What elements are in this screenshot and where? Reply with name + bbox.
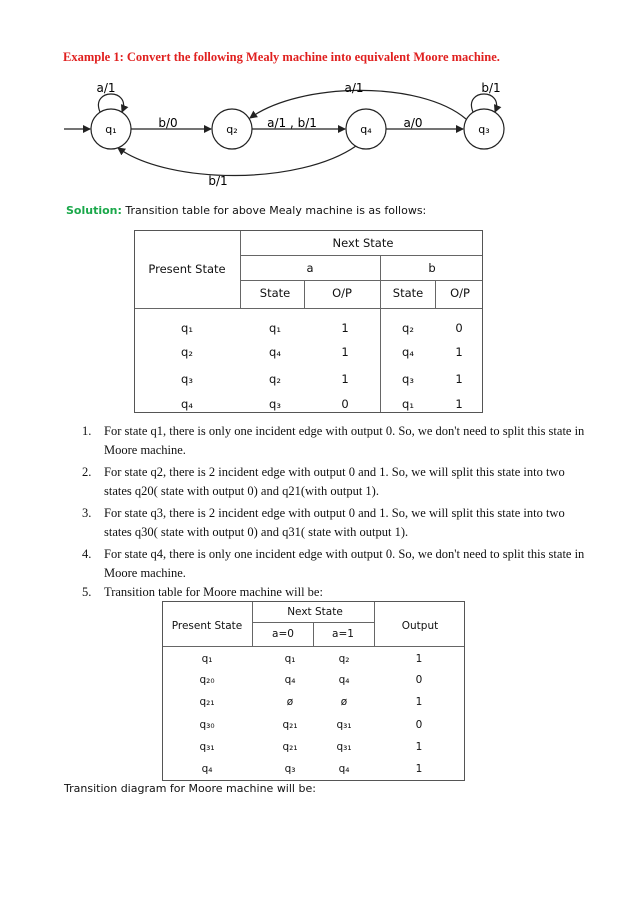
solution-line [66,204,426,217]
state-q4 [346,109,386,149]
moore-cell: q₃₁ [336,741,352,753]
mealy-a-op-header: O/P [332,286,352,300]
mealy-transition-table [134,230,483,413]
mealy-cell: q₁ [181,321,193,335]
moore-cell: q₂₀ [199,674,215,686]
state-q3-label: q₃ [478,123,490,136]
moore-cell: 1 [415,653,423,665]
mealy-cell: q₄ [269,345,281,359]
mealy-b-op-header: O/P [450,286,470,300]
mealy-cell: 1 [455,345,463,359]
mealy-a-state-header: State [259,286,291,300]
mealy-cell: q₃ [402,372,414,386]
moore-cell: q₁ [284,653,296,665]
moore-cell: 1 [415,696,423,708]
step-text: For state q2, there is 2 incident edge with output 0 and 1. So, we will split this state into two states q20( state with output 0) and q21(with output 1). [104,465,565,498]
mealy-cell: q₃ [269,397,281,411]
state-q4-label: q₄ [360,123,372,136]
moore-present-state-header: Present State [171,620,243,632]
moore-cell: q₄ [338,674,350,686]
mealy-cell: q₁ [402,397,414,411]
moore-a1-header: a=1 [332,628,354,640]
moore-cell: q₂₁ [282,719,298,731]
moore-output-header: Output [401,620,439,632]
mealy-cell: 1 [455,397,463,411]
label-q4-q3: a/0 [403,116,423,130]
label-q2-q4: a/1 , b/1 [267,116,317,130]
step-number: 1. [82,424,92,438]
step-text: For state q1, there is only one incident edge with output 0. So, we don't need to split this state in Moore machine. [104,424,585,457]
state-q2 [212,109,252,149]
moore-cell: q₃₀ [199,719,215,731]
mealy-cell: q₄ [402,345,414,359]
diagram-caption: Transition diagram for Moore machine will be: [64,782,316,795]
mealy-input-a-header: a [306,261,314,275]
moore-cell: 1 [415,741,423,753]
list-item [82,463,592,501]
moore-cell: q₃ [284,763,296,775]
mealy-b-state-header: State [392,286,424,300]
mealy-cell: q₄ [181,397,193,411]
steps-list [82,422,592,605]
mealy-cell: 0 [455,321,463,335]
moore-cell: q₃₁ [199,741,215,753]
label-q3-self: b/1 [481,81,501,95]
mealy-input-b-header: b [428,261,436,275]
step-text: For state q4, there is only one incident edge with output 0. So, we don't need to split this state in Moore machine. [104,547,585,580]
mealy-cell: 1 [455,372,463,386]
mealy-cell: 0 [341,397,349,411]
mealy-cell: 1 [341,372,349,386]
step-number: 2. [82,465,92,479]
mealy-cell: q₁ [269,321,281,335]
moore-cell: ø [286,696,294,708]
moore-cell: q₂₁ [282,741,298,753]
mealy-machine-diagram [0,0,638,200]
state-q1 [91,109,131,149]
moore-cell: q₃₁ [336,719,352,731]
mealy-cell: q₂ [181,345,193,359]
label-q3-q2: a/1 [344,81,364,95]
step-text: For state q3, there is 2 incident edge with output 0 and 1. So, we will split this state into two states q30( state with output 0) and q31( state with output 1). [104,506,565,539]
moore-cell: q₄ [201,763,213,775]
moore-cell: ø [340,696,348,708]
moore-a0-header: a=0 [272,628,294,640]
list-item [82,583,592,602]
state-q1-label: q₁ [105,123,117,136]
moore-cell: 0 [415,719,423,731]
list-item [82,504,592,542]
mealy-cell: 1 [341,321,349,335]
moore-cell: q₁ [201,653,213,665]
label-q1-q2: b/0 [158,116,178,130]
mealy-cell: 1 [341,345,349,359]
mealy-next-state-header: Next State [332,236,394,250]
mealy-cell: q₂ [402,321,414,335]
moore-cell: 0 [415,674,423,686]
list-item [82,545,592,583]
mealy-cell: q₂ [269,372,281,386]
moore-transition-table [162,601,465,781]
moore-cell: q₄ [338,763,350,775]
step-number: 4. [82,547,92,561]
mealy-cell: q₃ [181,372,193,386]
solution-label: Solution: [66,204,122,217]
mealy-present-state-header: Present State [148,262,226,276]
step-number: 5. [82,585,92,599]
label-q4-q1: b/1 [208,174,228,188]
moore-cell: q₄ [284,674,296,686]
step-number: 3. [82,506,92,520]
list-item [82,422,592,460]
moore-next-state-header: Next State [287,606,343,618]
state-q3 [464,109,504,149]
label-q1-self: a/1 [96,81,116,95]
state-q2-label: q₂ [226,123,238,136]
example-title: Example 1: Convert the following Mealy machine into equivalent Moore machine. [63,50,500,64]
moore-cell: q₂ [338,653,350,665]
step-text: Transition table for Moore machine will be: [104,585,323,599]
moore-cell: 1 [415,763,423,775]
solution-text: Transition table for above Mealy machine is as follows: [125,204,427,217]
moore-cell: q₂₁ [199,696,215,708]
edge-q4-q1 [118,146,356,176]
